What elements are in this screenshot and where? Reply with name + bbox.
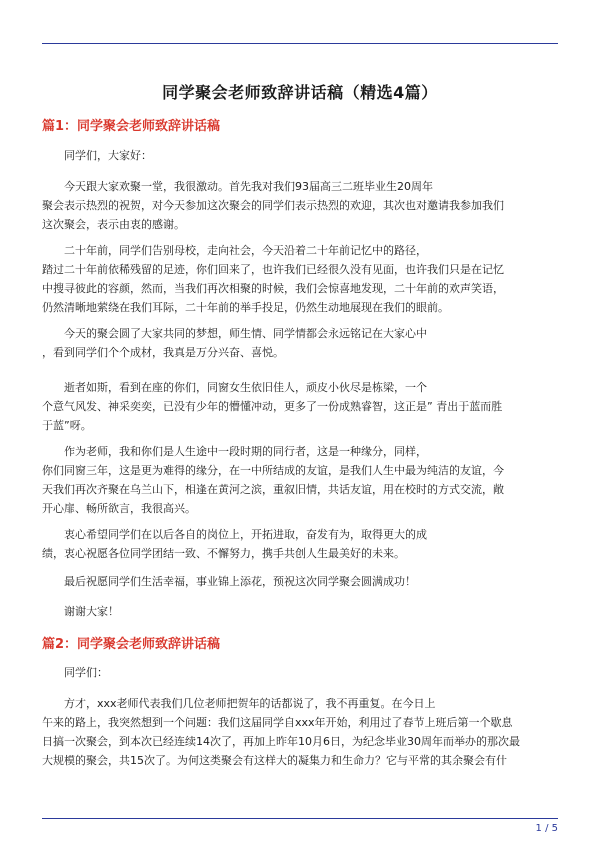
paragraph-line: 作为老师，我和你们是人生途中一段时期的同行者，这是一种缘分，同样，	[64, 445, 427, 458]
paragraph-line: 你们同窗三年，这是更为难得的缘分，在一中所结成的友谊，是我们人生中最为纯洁的友谊，今	[42, 464, 504, 477]
section-heading-1: 篇1：同学聚会老师致辞讲话稿	[42, 119, 221, 134]
paragraph-line: 同学们：	[64, 666, 108, 679]
paragraph-line: 谢谢大家！	[64, 605, 119, 618]
paragraph-line: 午来的路上，我突然想到一个问题：我们这届同学自xxx年开始，利用过了春节上班后第一个歇息	[42, 716, 513, 729]
paragraph	[42, 146, 558, 165]
paragraph-line: 大规模的聚会，共15次了。为何这类聚会有这样大的凝集力和生命力？它与平常的其余聚会有什	[42, 754, 507, 767]
paragraph-line: 方才，xxx老师代表我们几位老师把贺年的话都说了，我不再重复。在今日上	[64, 697, 436, 710]
paragraph-line: 今天跟大家欢聚一堂，我很激动。首先我对我们93届高三二班毕业生20周年	[64, 180, 433, 193]
page-number: 1 / 5	[535, 823, 558, 834]
header-rule	[42, 43, 558, 44]
paragraph	[42, 442, 558, 518]
paragraph-line: 今天的聚会圆了大家共同的梦想，师生情、同学情都会永远铭记在大家心中	[64, 327, 427, 340]
paragraph	[42, 663, 558, 682]
paragraph-line: 逝者如斯，看到在座的你们，同窗女生依旧佳人，顽皮小伙尽是栋梁，一个	[64, 381, 427, 394]
paragraph-line: 踏过二十年前依稀残留的足迹，你们回来了，也许我们已经很久没有见面，也许我们只是在记忆	[42, 263, 504, 276]
paragraph-line: 仍然清晰地萦绕在我们耳际，二十年前的举手投足，仍然生动地展现在我们的眼前。	[42, 301, 449, 314]
section-heading-2: 篇2：同学聚会老师致辞讲话稿	[42, 637, 221, 652]
document-title: 同学聚会老师致辞讲话稿（精选4篇）	[162, 83, 438, 102]
paragraph-line: 衷心希望同学们在以后各自的岗位上，开拓进取，奋发有为，取得更大的成	[64, 528, 427, 541]
paragraph-line: 聚会表示热烈的祝贺，对今天参加这次聚会的同学们表示热烈的欢迎，其次也对邀请我参加我们	[42, 199, 504, 212]
paragraph-line: 最后祝愿同学们生活幸福，事业锦上添花，预祝这次同学聚会圆满成功！	[64, 575, 416, 588]
paragraph-line: ，看到同学们个个成材，我真是万分兴奋、喜悦。	[42, 346, 284, 359]
footer-rule	[42, 818, 558, 819]
paragraph	[42, 324, 558, 362]
paragraph	[42, 602, 558, 621]
paragraph	[42, 241, 558, 317]
paragraph-line: 个意气风发、神采奕奕，已没有少年的懵懂冲动，更多了一份成熟睿智，这正是” 青出于蓝而胜	[42, 400, 503, 413]
paragraph	[42, 177, 558, 234]
paragraph	[42, 378, 558, 435]
paragraph-line: 开心扉、畅所欲言，我很高兴。	[42, 502, 196, 515]
paragraph-line: 这次聚会，表示由衷的感谢。	[42, 218, 185, 231]
paragraph-line: 天我们再次齐聚在乌兰山下，相逢在黄河之滨，重叙旧情，共话友谊，用在校时的方式交流，敞	[42, 483, 504, 496]
paragraph-line: 二十年前，同学们告别母校，走向社会，今天沿着二十年前记忆中的路径，	[64, 244, 427, 257]
paragraph-line: 日搞一次聚会，到本次已经连续14次了，再加上昨年10月6日，为纪念毕业30周年而举办的那次最	[42, 735, 520, 748]
paragraph-line: 同学们，大家好：	[64, 149, 152, 162]
paragraph-line: 于蓝”呀。	[42, 419, 92, 432]
paragraph	[42, 694, 558, 770]
paragraph-line: 中搜寻彼此的容颜，然而，当我们再次相聚的时候，我们会惊喜地发现，二十年前的欢声笑语，	[42, 282, 504, 295]
paragraph	[42, 525, 558, 563]
paragraph-line: 绩，衷心祝愿各位同学团结一致、不懈努力，携手共创人生最美好的未来。	[42, 547, 405, 560]
paragraph	[42, 572, 558, 591]
